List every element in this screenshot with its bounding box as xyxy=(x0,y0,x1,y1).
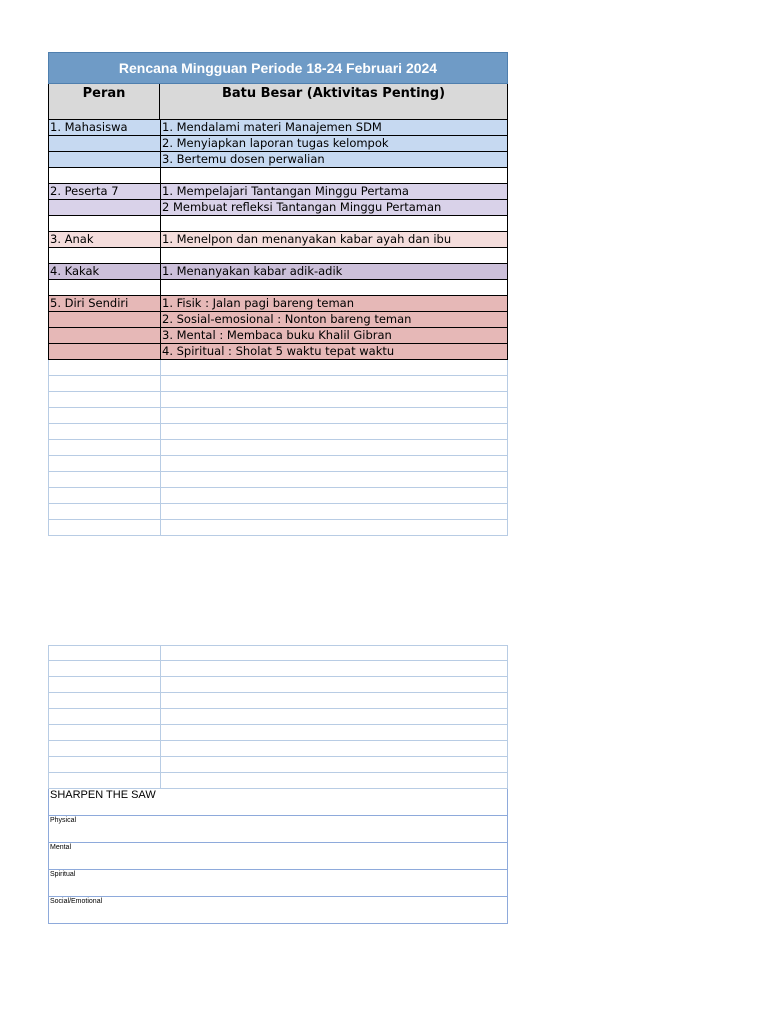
sharpen-item[interactable]: Physical xyxy=(48,816,508,843)
tasks-header: Batu Besar (Aktivitas Penting) xyxy=(221,86,446,101)
table-row[interactable] xyxy=(48,216,508,232)
empty-cell[interactable] xyxy=(160,392,508,408)
table-row[interactable] xyxy=(48,168,508,184)
empty-cell[interactable] xyxy=(48,504,160,520)
empty-row[interactable] xyxy=(48,709,508,725)
task-cell[interactable]: 1. Mendalami materi Manajemen SDM xyxy=(160,120,508,136)
empty-cell[interactable] xyxy=(160,725,508,741)
empty-row[interactable] xyxy=(48,677,508,693)
empty-cell[interactable] xyxy=(160,408,508,424)
empty-row[interactable] xyxy=(48,661,508,677)
empty-cell[interactable] xyxy=(48,693,160,709)
empty-cell[interactable] xyxy=(160,661,508,677)
table-title: Rencana Mingguan Periode 18-24 Februari 2024 xyxy=(48,52,508,84)
task-cell[interactable]: 1. Menanyakan kabar adik-adik xyxy=(160,264,508,280)
data-rows xyxy=(48,120,508,360)
task-cell[interactable]: 2. Menyiapkan laporan tugas kelompok xyxy=(160,136,508,152)
empty-row[interactable] xyxy=(48,456,508,472)
table-row[interactable] xyxy=(48,200,508,216)
table-row[interactable] xyxy=(48,344,508,360)
empty-row[interactable] xyxy=(48,408,508,424)
sharpen-item[interactable]: Mental xyxy=(48,843,508,870)
empty-cell[interactable] xyxy=(48,645,160,661)
empty-grid-bottom xyxy=(48,645,508,789)
empty-cell[interactable] xyxy=(160,677,508,693)
role-header: Peran xyxy=(49,84,160,119)
sharpen-rows xyxy=(48,816,508,924)
table-row[interactable] xyxy=(48,120,508,136)
empty-cell[interactable] xyxy=(160,773,508,789)
role-cell[interactable] xyxy=(48,136,160,152)
role-cell[interactable]: 1. Mahasiswa xyxy=(48,120,160,136)
empty-grid-top xyxy=(48,360,508,536)
empty-cell[interactable] xyxy=(160,456,508,472)
task-cell[interactable] xyxy=(160,216,508,232)
table-row[interactable] xyxy=(48,312,508,328)
role-cell[interactable] xyxy=(48,216,160,232)
sharpen-item[interactable]: Spiritual xyxy=(48,870,508,897)
empty-cell[interactable] xyxy=(48,725,160,741)
task-cell[interactable]: 4. Spiritual : Sholat 5 waktu tepat waktu xyxy=(160,344,508,360)
empty-row[interactable] xyxy=(48,392,508,408)
empty-cell[interactable] xyxy=(48,677,160,693)
empty-cell[interactable] xyxy=(48,424,160,440)
sharpen-item[interactable]: Social/Emotional xyxy=(48,897,508,924)
sharpen-the-saw-title: SHARPEN THE SAW xyxy=(48,789,508,816)
empty-cell[interactable] xyxy=(48,376,160,392)
empty-row[interactable] xyxy=(48,504,508,520)
empty-row[interactable] xyxy=(48,773,508,789)
empty-cell[interactable] xyxy=(48,360,160,376)
table-row[interactable] xyxy=(48,296,508,312)
empty-cell[interactable] xyxy=(48,440,160,456)
task-cell[interactable]: 1. Menelpon dan menanyakan kabar ayah dan ibu xyxy=(160,232,508,248)
weekly-plan-table xyxy=(48,52,508,536)
empty-cell[interactable] xyxy=(48,456,160,472)
task-cell[interactable] xyxy=(160,168,508,184)
empty-cell[interactable] xyxy=(160,520,508,536)
empty-cell[interactable] xyxy=(160,709,508,725)
role-cell[interactable] xyxy=(48,168,160,184)
empty-cell[interactable] xyxy=(48,472,160,488)
empty-cell[interactable] xyxy=(160,488,508,504)
empty-cell[interactable] xyxy=(48,488,160,504)
table-row[interactable] xyxy=(48,184,508,200)
empty-cell[interactable] xyxy=(160,376,508,392)
empty-cell[interactable] xyxy=(48,408,160,424)
role-cell[interactable] xyxy=(48,312,160,328)
empty-row[interactable] xyxy=(48,440,508,456)
header-row xyxy=(48,84,508,120)
table-row[interactable] xyxy=(48,232,508,248)
table-row[interactable] xyxy=(48,248,508,264)
empty-cell[interactable] xyxy=(160,360,508,376)
role-cell[interactable]: 2. Peserta 7 xyxy=(48,184,160,200)
empty-row[interactable] xyxy=(48,725,508,741)
role-cell[interactable]: 3. Anak xyxy=(48,232,160,248)
empty-cell[interactable] xyxy=(160,645,508,661)
empty-row[interactable] xyxy=(48,360,508,376)
lower-sheet xyxy=(48,645,508,924)
empty-cell[interactable] xyxy=(160,440,508,456)
task-cell[interactable]: 3. Mental : Membaca buku Khalil Gibran xyxy=(160,328,508,344)
empty-cell[interactable] xyxy=(160,741,508,757)
empty-cell[interactable] xyxy=(48,709,160,725)
empty-cell[interactable] xyxy=(48,661,160,677)
task-cell[interactable] xyxy=(160,248,508,264)
empty-row[interactable] xyxy=(48,376,508,392)
table-row[interactable] xyxy=(48,152,508,168)
role-cell[interactable] xyxy=(48,248,160,264)
task-cell[interactable]: 1. Fisik : Jalan pagi bareng teman xyxy=(160,296,508,312)
empty-row[interactable] xyxy=(48,520,508,536)
task-cell[interactable]: 2. Sosial-emosional : Nonton bareng teman xyxy=(160,312,508,328)
task-cell[interactable]: 1. Mempelajari Tantangan Minggu Pertama xyxy=(160,184,508,200)
empty-row[interactable] xyxy=(48,741,508,757)
role-cell[interactable] xyxy=(48,344,160,360)
task-cell[interactable]: 2 Membuat refleksi Tantangan Minggu Pertaman xyxy=(160,200,508,216)
empty-cell[interactable] xyxy=(48,757,160,773)
empty-cell[interactable] xyxy=(160,757,508,773)
role-cell[interactable] xyxy=(48,328,160,344)
empty-row[interactable] xyxy=(48,488,508,504)
empty-cell[interactable] xyxy=(48,520,160,536)
task-cell[interactable] xyxy=(160,280,508,296)
empty-cell[interactable] xyxy=(48,773,160,789)
task-cell[interactable]: 3. Bertemu dosen perwalian xyxy=(160,152,508,168)
empty-row[interactable] xyxy=(48,757,508,773)
empty-cell[interactable] xyxy=(160,472,508,488)
table-row[interactable] xyxy=(48,280,508,296)
role-cell[interactable] xyxy=(48,280,160,296)
empty-row[interactable] xyxy=(48,645,508,661)
empty-row[interactable] xyxy=(48,693,508,709)
role-cell[interactable] xyxy=(48,200,160,216)
empty-row[interactable] xyxy=(48,424,508,440)
role-cell[interactable]: 5. Diri Sendiri xyxy=(48,296,160,312)
empty-cell[interactable] xyxy=(160,504,508,520)
empty-cell[interactable] xyxy=(48,392,160,408)
role-cell[interactable]: 4. Kakak xyxy=(48,264,160,280)
table-row[interactable] xyxy=(48,328,508,344)
empty-cell[interactable] xyxy=(160,693,508,709)
table-row[interactable] xyxy=(48,264,508,280)
empty-cell[interactable] xyxy=(160,424,508,440)
table-row[interactable] xyxy=(48,136,508,152)
empty-cell[interactable] xyxy=(48,741,160,757)
empty-row[interactable] xyxy=(48,472,508,488)
role-cell[interactable] xyxy=(48,152,160,168)
